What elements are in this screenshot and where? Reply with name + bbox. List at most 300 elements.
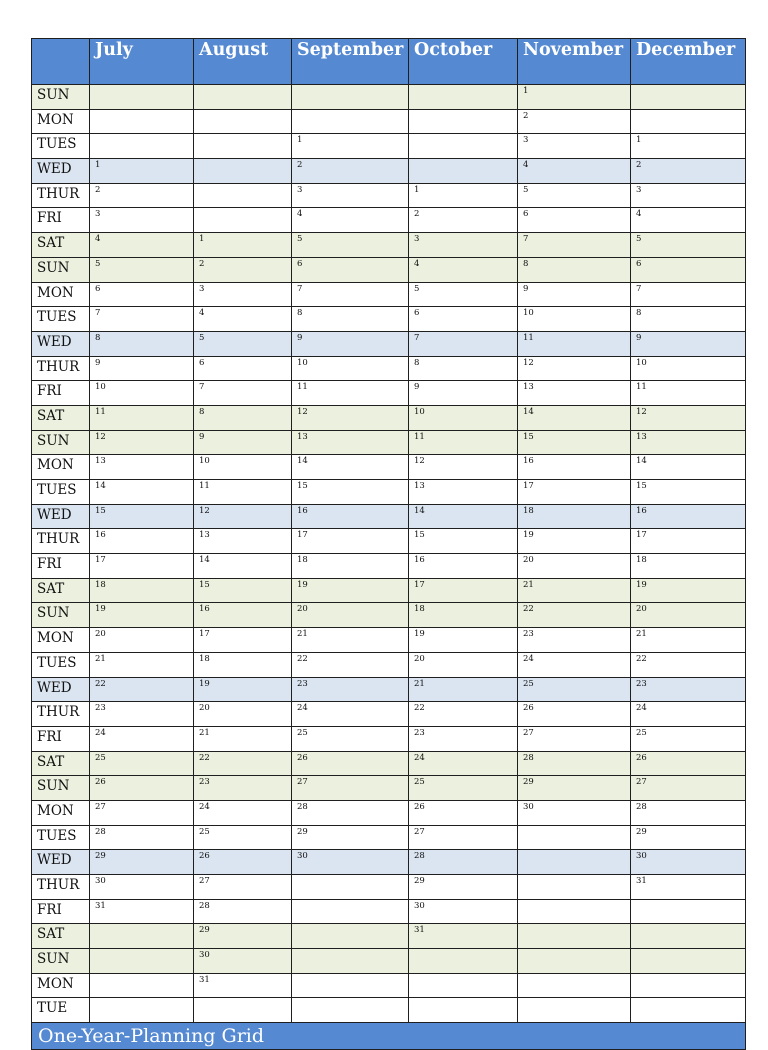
date-cell: 18 <box>90 578 194 603</box>
table-row <box>32 85 746 110</box>
date-cell <box>409 998 518 1023</box>
date-cell: 13 <box>631 430 746 455</box>
date-cell: 25 <box>518 677 631 702</box>
date-cell: 22 <box>409 702 518 727</box>
date-cell: 26 <box>518 702 631 727</box>
date-cell: 8 <box>631 307 746 332</box>
day-label: FRI <box>32 554 90 579</box>
date-cell: 1 <box>194 233 292 258</box>
date-cell <box>292 924 409 949</box>
table-row <box>32 405 746 430</box>
date-cell: 29 <box>518 776 631 801</box>
table-row <box>32 924 746 949</box>
date-cell: 12 <box>194 504 292 529</box>
date-cell: 12 <box>90 430 194 455</box>
date-cell <box>194 109 292 134</box>
date-cell <box>90 85 194 110</box>
table-row <box>32 875 746 900</box>
date-cell: 17 <box>518 480 631 505</box>
date-cell <box>194 85 292 110</box>
month-header-september: September <box>292 39 409 85</box>
date-cell: 6 <box>518 208 631 233</box>
date-cell <box>292 109 409 134</box>
date-cell: 7 <box>90 307 194 332</box>
date-cell: 31 <box>194 973 292 998</box>
day-label: WED <box>32 677 90 702</box>
date-cell: 4 <box>631 208 746 233</box>
date-cell <box>631 109 746 134</box>
date-cell: 8 <box>194 405 292 430</box>
planning-grid-table <box>31 38 746 1050</box>
day-label: THUR <box>32 702 90 727</box>
date-cell: 5 <box>518 183 631 208</box>
date-cell <box>194 134 292 159</box>
date-cell: 13 <box>518 381 631 406</box>
table-row <box>32 109 746 134</box>
day-label: TUES <box>32 652 90 677</box>
table-row <box>32 381 746 406</box>
date-cell: 22 <box>292 652 409 677</box>
date-cell: 17 <box>194 628 292 653</box>
day-label: TUES <box>32 825 90 850</box>
date-cell: 21 <box>292 628 409 653</box>
date-cell <box>292 875 409 900</box>
date-cell: 22 <box>194 751 292 776</box>
date-cell: 3 <box>292 183 409 208</box>
date-cell: 24 <box>194 800 292 825</box>
table-row <box>32 257 746 282</box>
table-row <box>32 800 746 825</box>
date-cell <box>631 949 746 974</box>
date-cell: 30 <box>292 850 409 875</box>
date-cell: 19 <box>194 677 292 702</box>
date-cell <box>518 875 631 900</box>
date-cell: 28 <box>409 850 518 875</box>
table-row <box>32 899 746 924</box>
table-row <box>32 455 746 480</box>
date-cell: 2 <box>292 159 409 184</box>
table-row <box>32 208 746 233</box>
date-cell: 24 <box>90 726 194 751</box>
date-cell: 5 <box>409 282 518 307</box>
day-label: WED <box>32 159 90 184</box>
date-cell: 6 <box>90 282 194 307</box>
date-cell: 27 <box>631 776 746 801</box>
day-label: SAT <box>32 578 90 603</box>
table-row <box>32 578 746 603</box>
date-cell: 13 <box>194 529 292 554</box>
date-cell: 20 <box>194 702 292 727</box>
date-cell: 29 <box>631 825 746 850</box>
date-cell <box>409 973 518 998</box>
grid-body <box>32 85 746 1023</box>
day-label: SAT <box>32 751 90 776</box>
date-cell: 24 <box>631 702 746 727</box>
date-cell: 19 <box>292 578 409 603</box>
table-row <box>32 307 746 332</box>
day-label: SAT <box>32 924 90 949</box>
table-row <box>32 776 746 801</box>
date-cell: 10 <box>292 356 409 381</box>
date-cell <box>518 949 631 974</box>
date-cell <box>518 973 631 998</box>
date-cell: 10 <box>90 381 194 406</box>
date-cell: 15 <box>631 480 746 505</box>
date-cell: 30 <box>409 899 518 924</box>
date-cell: 11 <box>631 381 746 406</box>
date-cell: 31 <box>90 899 194 924</box>
date-cell: 20 <box>292 603 409 628</box>
date-cell: 7 <box>518 233 631 258</box>
date-cell <box>90 973 194 998</box>
date-cell: 16 <box>409 554 518 579</box>
date-cell: 11 <box>518 331 631 356</box>
date-cell: 28 <box>194 899 292 924</box>
date-cell <box>409 159 518 184</box>
date-cell: 29 <box>292 825 409 850</box>
date-cell: 1 <box>518 85 631 110</box>
table-row <box>32 282 746 307</box>
date-cell: 28 <box>292 800 409 825</box>
date-cell: 21 <box>194 726 292 751</box>
month-header-november: November <box>518 39 631 85</box>
date-cell: 27 <box>292 776 409 801</box>
table-row <box>32 949 746 974</box>
day-label: FRI <box>32 726 90 751</box>
date-cell: 29 <box>409 875 518 900</box>
date-cell <box>90 134 194 159</box>
date-cell: 6 <box>194 356 292 381</box>
date-cell: 18 <box>194 652 292 677</box>
date-cell: 2 <box>194 257 292 282</box>
date-cell: 25 <box>631 726 746 751</box>
date-cell: 7 <box>194 381 292 406</box>
date-cell: 28 <box>518 751 631 776</box>
date-cell: 16 <box>90 529 194 554</box>
day-label: SUN <box>32 257 90 282</box>
month-header-july: July <box>90 39 194 85</box>
table-row <box>32 183 746 208</box>
day-label: WED <box>32 850 90 875</box>
date-cell: 27 <box>90 800 194 825</box>
date-cell: 4 <box>518 159 631 184</box>
table-row <box>32 973 746 998</box>
date-cell: 19 <box>631 578 746 603</box>
date-cell: 9 <box>292 331 409 356</box>
table-row <box>32 677 746 702</box>
date-cell: 18 <box>409 603 518 628</box>
date-cell <box>631 899 746 924</box>
date-cell: 21 <box>409 677 518 702</box>
table-row <box>32 134 746 159</box>
day-label: TUE <box>32 998 90 1023</box>
date-cell <box>409 134 518 159</box>
table-row <box>32 998 746 1023</box>
table-row <box>32 331 746 356</box>
date-cell: 1 <box>90 159 194 184</box>
table-row <box>32 480 746 505</box>
table-row <box>32 652 746 677</box>
date-cell: 2 <box>518 109 631 134</box>
date-cell: 3 <box>90 208 194 233</box>
date-cell: 27 <box>409 825 518 850</box>
date-cell: 27 <box>518 726 631 751</box>
day-label: FRI <box>32 899 90 924</box>
date-cell <box>631 924 746 949</box>
date-cell <box>409 109 518 134</box>
date-cell <box>518 850 631 875</box>
date-cell: 26 <box>292 751 409 776</box>
date-cell: 12 <box>631 405 746 430</box>
month-header-october: October <box>409 39 518 85</box>
date-cell <box>631 973 746 998</box>
date-cell <box>292 998 409 1023</box>
footer-title: One-Year-Planning Grid <box>32 1023 746 1050</box>
date-cell <box>292 899 409 924</box>
date-cell: 21 <box>518 578 631 603</box>
date-cell <box>292 973 409 998</box>
date-cell: 23 <box>194 776 292 801</box>
date-cell: 24 <box>518 652 631 677</box>
day-label: SUN <box>32 603 90 628</box>
date-cell <box>194 159 292 184</box>
date-cell: 24 <box>292 702 409 727</box>
date-cell: 22 <box>90 677 194 702</box>
date-cell: 5 <box>90 257 194 282</box>
date-cell: 18 <box>631 554 746 579</box>
date-cell <box>518 825 631 850</box>
date-cell: 17 <box>292 529 409 554</box>
date-cell: 30 <box>518 800 631 825</box>
date-cell: 14 <box>292 455 409 480</box>
date-cell <box>194 183 292 208</box>
date-cell <box>292 949 409 974</box>
day-label: FRI <box>32 208 90 233</box>
planning-grid-page <box>31 38 745 1050</box>
date-cell <box>518 998 631 1023</box>
date-cell <box>90 109 194 134</box>
day-label: WED <box>32 331 90 356</box>
date-cell: 21 <box>90 652 194 677</box>
month-header-august: August <box>194 39 292 85</box>
date-cell: 17 <box>90 554 194 579</box>
date-cell: 8 <box>90 331 194 356</box>
date-cell: 23 <box>90 702 194 727</box>
date-cell: 2 <box>409 208 518 233</box>
date-cell <box>90 949 194 974</box>
date-cell: 22 <box>518 603 631 628</box>
date-cell: 17 <box>631 529 746 554</box>
table-row <box>32 628 746 653</box>
date-cell: 2 <box>90 183 194 208</box>
date-cell: 15 <box>409 529 518 554</box>
date-cell: 3 <box>194 282 292 307</box>
day-label: THUR <box>32 875 90 900</box>
date-cell: 19 <box>90 603 194 628</box>
date-cell: 20 <box>90 628 194 653</box>
date-cell: 5 <box>292 233 409 258</box>
date-cell: 31 <box>409 924 518 949</box>
date-cell: 14 <box>90 480 194 505</box>
day-label: THUR <box>32 529 90 554</box>
date-cell: 12 <box>292 405 409 430</box>
date-cell: 5 <box>631 233 746 258</box>
day-label: MON <box>32 628 90 653</box>
date-cell: 21 <box>631 628 746 653</box>
day-label: SUN <box>32 430 90 455</box>
date-cell: 14 <box>518 405 631 430</box>
date-cell: 14 <box>409 504 518 529</box>
date-cell: 12 <box>409 455 518 480</box>
day-label: SUN <box>32 949 90 974</box>
day-label: SUN <box>32 85 90 110</box>
date-cell <box>409 949 518 974</box>
date-cell: 15 <box>292 480 409 505</box>
date-cell: 26 <box>194 850 292 875</box>
date-cell: 20 <box>631 603 746 628</box>
date-cell: 7 <box>631 282 746 307</box>
date-cell: 8 <box>518 257 631 282</box>
date-cell <box>194 208 292 233</box>
date-cell: 1 <box>292 134 409 159</box>
day-label: MON <box>32 973 90 998</box>
date-cell: 6 <box>631 257 746 282</box>
date-cell: 13 <box>292 430 409 455</box>
day-label: MON <box>32 455 90 480</box>
table-row <box>32 356 746 381</box>
date-cell: 8 <box>292 307 409 332</box>
table-row <box>32 751 746 776</box>
month-header-row <box>32 39 746 85</box>
table-row <box>32 825 746 850</box>
date-cell: 30 <box>194 949 292 974</box>
date-cell: 11 <box>194 480 292 505</box>
date-cell: 4 <box>409 257 518 282</box>
date-cell: 4 <box>194 307 292 332</box>
date-cell: 12 <box>518 356 631 381</box>
month-header-december: December <box>631 39 746 85</box>
date-cell <box>292 85 409 110</box>
date-cell: 11 <box>90 405 194 430</box>
date-cell: 5 <box>194 331 292 356</box>
date-cell: 23 <box>518 628 631 653</box>
date-cell: 10 <box>631 356 746 381</box>
date-cell: 20 <box>518 554 631 579</box>
date-cell: 10 <box>194 455 292 480</box>
date-cell: 26 <box>631 751 746 776</box>
date-cell: 1 <box>631 134 746 159</box>
date-cell <box>631 998 746 1023</box>
date-cell: 23 <box>631 677 746 702</box>
date-cell: 25 <box>90 751 194 776</box>
date-cell: 19 <box>409 628 518 653</box>
table-row <box>32 233 746 258</box>
date-cell: 23 <box>292 677 409 702</box>
day-label: TUES <box>32 134 90 159</box>
date-cell: 15 <box>518 430 631 455</box>
date-cell: 30 <box>90 875 194 900</box>
date-cell <box>409 85 518 110</box>
date-cell: 29 <box>90 850 194 875</box>
day-label: THUR <box>32 183 90 208</box>
day-label: WED <box>32 504 90 529</box>
date-cell: 8 <box>409 356 518 381</box>
date-cell <box>631 85 746 110</box>
day-label: MON <box>32 109 90 134</box>
date-cell: 4 <box>90 233 194 258</box>
date-cell: 2 <box>631 159 746 184</box>
date-cell <box>90 998 194 1023</box>
date-cell: 11 <box>292 381 409 406</box>
date-cell: 18 <box>292 554 409 579</box>
day-label: SUN <box>32 776 90 801</box>
date-cell: 25 <box>292 726 409 751</box>
date-cell: 27 <box>194 875 292 900</box>
date-cell: 25 <box>409 776 518 801</box>
date-cell: 1 <box>409 183 518 208</box>
date-cell <box>90 924 194 949</box>
date-cell: 14 <box>631 455 746 480</box>
table-row <box>32 159 746 184</box>
date-cell: 28 <box>631 800 746 825</box>
table-row <box>32 850 746 875</box>
day-label: MON <box>32 282 90 307</box>
date-cell: 6 <box>292 257 409 282</box>
date-cell: 17 <box>409 578 518 603</box>
date-cell: 16 <box>292 504 409 529</box>
date-cell: 20 <box>409 652 518 677</box>
date-cell: 14 <box>194 554 292 579</box>
date-cell <box>518 924 631 949</box>
date-cell: 29 <box>194 924 292 949</box>
date-cell: 30 <box>631 850 746 875</box>
day-label: THUR <box>32 356 90 381</box>
date-cell: 15 <box>90 504 194 529</box>
table-row <box>32 529 746 554</box>
date-cell: 7 <box>409 331 518 356</box>
table-row <box>32 702 746 727</box>
date-cell: 9 <box>90 356 194 381</box>
header-corner-cell <box>32 39 90 85</box>
date-cell <box>518 899 631 924</box>
date-cell: 10 <box>409 405 518 430</box>
table-row <box>32 504 746 529</box>
date-cell: 18 <box>518 504 631 529</box>
date-cell: 7 <box>292 282 409 307</box>
date-cell <box>194 998 292 1023</box>
date-cell: 9 <box>409 381 518 406</box>
day-label: MON <box>32 800 90 825</box>
date-cell: 24 <box>409 751 518 776</box>
day-label: FRI <box>32 381 90 406</box>
table-row <box>32 726 746 751</box>
day-label: TUES <box>32 480 90 505</box>
date-cell: 6 <box>409 307 518 332</box>
date-cell: 16 <box>518 455 631 480</box>
day-label: TUES <box>32 307 90 332</box>
day-label: SAT <box>32 233 90 258</box>
date-cell: 13 <box>409 480 518 505</box>
footer-row <box>32 1023 746 1050</box>
date-cell: 16 <box>194 603 292 628</box>
date-cell: 10 <box>518 307 631 332</box>
date-cell: 11 <box>409 430 518 455</box>
date-cell: 13 <box>90 455 194 480</box>
date-cell: 23 <box>409 726 518 751</box>
date-cell: 3 <box>518 134 631 159</box>
day-label: SAT <box>32 405 90 430</box>
date-cell: 9 <box>194 430 292 455</box>
